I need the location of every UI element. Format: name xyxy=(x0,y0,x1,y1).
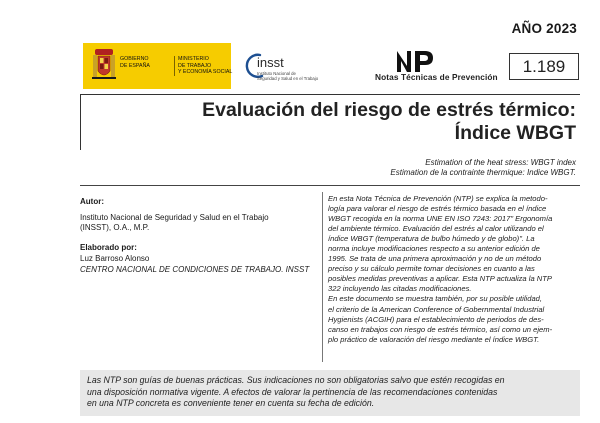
author-line-1: Instituto Nacional de Seguridad y Salud en el Trabajo xyxy=(80,213,269,222)
prepared-by-heading: Elaborado por: xyxy=(80,243,137,252)
document-title-line1: Evaluación del riesgo de estrés térmico: xyxy=(202,99,576,121)
np-logo-icon xyxy=(395,48,435,74)
author-heading: Autor: xyxy=(80,197,104,206)
spain-coat-of-arms-icon xyxy=(92,47,116,83)
ntp-number-box: 1.189 xyxy=(509,53,579,80)
np-series-label: Notas Técnicas de Prevención xyxy=(375,72,498,82)
abstract-paragraph-1: En esta Nota Técnica de Prevención (NTP) se explica la metodo- logía para valorar el riesgo de estrés térmico basada en el índice WBGT recogida en la norma UNE EN ISO 7243: 2017" Ergonomía del ambiente térmico. Evaluación del estrés al calor utilizando el índice WBGT (temperatura de bulbo húmedo y de globo)". La norma incluye modificaciones respecto a su anterior edición de 1995. Se trata de una primera aproximación y no de un método preciso y su cálculo permite tomar decisiones en cuanto a las posibles medidas preventivas a aplicar. Esta NTP actualiza la NTP 322 incluyendo las citadas modificaciones. xyxy=(328,194,553,294)
insst-logo-text: insst xyxy=(257,55,284,70)
prepared-by-center: CENTRO NACIONAL DE CONDICIONES DE TRABAJO. INSST xyxy=(80,265,310,274)
government-name: GOBIERNO DE ESPAÑA xyxy=(120,56,150,69)
abstract-paragraph-2: En este documento se muestra también, por su posible utilidad, el criterio de la American Conference of Gobernmental Industrial Hygienists (ACGIH) para el establecimiento de periodos de des- canso en trabajos con riesgo de estrés térmico, así como un ejem- plo práctico de valoración del riesgo mediante el índice WBGT. xyxy=(328,294,553,344)
document-title-line2: Índice WBGT xyxy=(454,122,576,144)
abstract xyxy=(328,194,580,345)
author-line-2: (INSST), O.A., M.P. xyxy=(80,223,150,232)
section-divider xyxy=(80,185,580,186)
ministry-name: MINISTERIO DE TRABAJO Y ECONOMÍA SOCIAL xyxy=(174,56,232,76)
insst-subtitle: Instituto Nacional de Seguridad y Salud en el Trabajo xyxy=(257,71,319,81)
year-label: AÑO 2023 xyxy=(511,21,577,36)
english-title: Estimation of the heat stress: WBGT index xyxy=(425,158,576,167)
disclaimer-note: Las NTP son guías de buenas prácticas. Sus indicaciones no son obligatorias salvo que estén recogidas en una disposición normativa vigente. A efectos de valorar la pertinencia de las recomendaciones contenidas en una NTP concreta es conveniente tener en cuenta su fecha de edición. xyxy=(87,375,505,408)
column-divider xyxy=(322,192,323,362)
french-title: Estimation de la contrainte thermique: Indice WBGT. xyxy=(390,168,576,177)
prepared-by-name: Luz Barroso Alonso xyxy=(80,254,150,263)
